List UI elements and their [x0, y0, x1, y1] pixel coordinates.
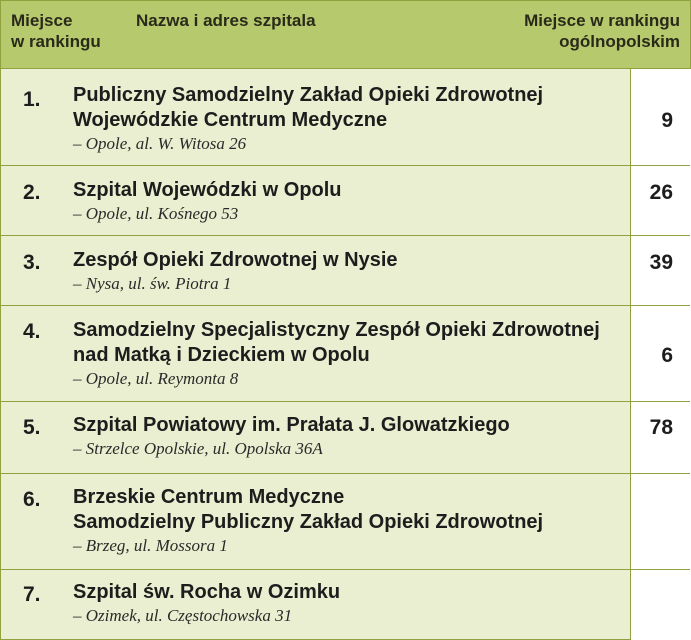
table-row: [1, 569, 690, 640]
row-hospital: [73, 83, 623, 155]
row-national-cell: [630, 474, 691, 570]
row-national-cell: [630, 236, 691, 306]
header-rank-line2: w rankingu: [11, 32, 101, 51]
row-name-line1: Szpital Powiatowy im. Prałata J. Glowatzkiego: [73, 414, 510, 436]
row-address: – Opole, ul. Reymonta 8: [73, 369, 239, 388]
row-national-rank: 9: [661, 109, 673, 132]
row-name-line1: Zespół Opieki Zdrowotnej w Nysie: [73, 249, 398, 271]
row-national-rank: 39: [649, 251, 673, 274]
header-rank-line1: Miejsce: [11, 11, 73, 30]
row-address: – Nysa, ul. św. Piotra 1: [73, 274, 232, 293]
row-address: – Opole, al. W. Witosa 26: [73, 134, 247, 153]
row-national-cell: [630, 306, 691, 402]
row-rank: 6.: [23, 488, 41, 511]
row-national-rank: 78: [649, 416, 673, 439]
row-rank: 2.: [23, 181, 41, 204]
row-name-line2: Samodzielny Publiczny Zakład Opieki Zdrowotnej: [73, 511, 544, 533]
row-address: – Strzelce Opolskie, ul. Opolska 36A: [73, 439, 323, 458]
row-address: – Ozimek, ul. Częstochowska 31: [73, 606, 293, 625]
row-hospital: [73, 485, 623, 557]
row-national-rank: 26: [649, 181, 673, 204]
header-rank: [11, 10, 101, 52]
table-row: [1, 165, 690, 236]
row-name-line1: Szpital Wojewódzki w Opolu: [73, 179, 342, 201]
table-row: [1, 235, 690, 306]
table-row: [1, 401, 690, 474]
row-hospital: [73, 248, 623, 295]
row-hospital: [73, 413, 623, 460]
row-name-line1: Szpital św. Rocha w Ozimku: [73, 581, 341, 603]
row-national-cell: [630, 166, 691, 236]
header-national-rank: [524, 10, 680, 52]
header-name: Nazwa i adres szpitala: [136, 11, 316, 30]
row-national-rank: 6: [661, 344, 673, 367]
row-name-line2: nad Matką i Dzieckiem w Opolu: [73, 344, 370, 366]
row-rank: 4.: [23, 320, 41, 343]
row-national-cell: [630, 402, 691, 474]
row-rank: 3.: [23, 251, 41, 274]
row-name-line2: Wojewódzkie Centrum Medyczne: [73, 109, 388, 131]
row-rank: 1.: [23, 88, 41, 111]
row-address: – Opole, ul. Kośnego 53: [73, 204, 239, 223]
row-hospital: [73, 318, 623, 390]
row-hospital: [73, 580, 623, 627]
table-row: [1, 305, 690, 402]
row-rank: 5.: [23, 416, 41, 439]
row-name-line1: Publiczny Samodzielny Zakład Opieki Zdrowotnej: [73, 84, 544, 106]
row-hospital: [73, 178, 623, 225]
row-national-cell: [630, 69, 691, 166]
header-national-line1: Miejsce w rankingu: [524, 11, 680, 30]
table-row: [1, 473, 690, 570]
header-national-line2: ogólnopolskim: [559, 32, 680, 51]
table-row: [1, 68, 690, 166]
row-name-line1: Brzeskie Centrum Medyczne: [73, 486, 345, 508]
row-national-cell: [630, 570, 691, 640]
table-header: [1, 1, 690, 68]
row-name-line1: Samodzielny Specjalistyczny Zespół Opieki Zdrowotnej: [73, 319, 600, 341]
row-address: – Brzeg, ul. Mossora 1: [73, 536, 228, 555]
row-rank: 7.: [23, 583, 41, 606]
